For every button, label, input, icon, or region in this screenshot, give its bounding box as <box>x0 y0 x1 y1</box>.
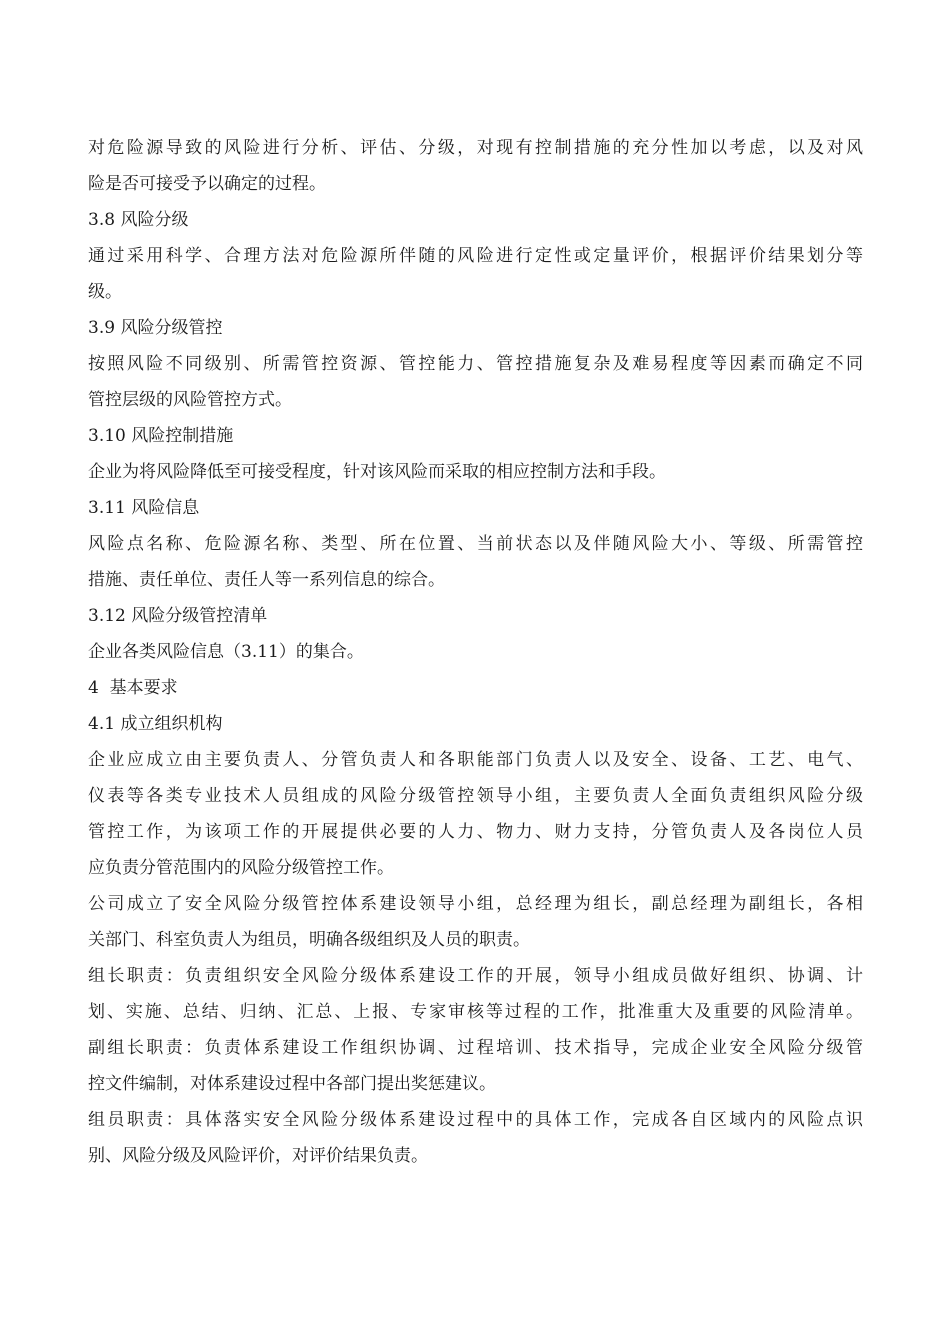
body-line: 按照风险不同级别、所需管控资源、管控能力、管控措施复杂及难易程度等因素而确定不同 <box>88 354 863 374</box>
section-heading-4: 4 基本要求 <box>88 678 178 698</box>
body-line: 管控工作，为该项工作的开展提供必要的人力、物力、财力支持，分管负责人及各岗位人员 <box>88 822 863 842</box>
section-heading-3-10: 3.10 风险控制措施 <box>88 426 234 446</box>
body-line: 公司成立了安全风险分级管控体系建设领导小组，总经理为组长，副总经理为副组长，各相 <box>88 894 863 914</box>
body-line: 通过采用科学、合理方法对危险源所伴随的风险进行定性或定量评价，根据评价结果划分等 <box>88 246 863 266</box>
body-line: 仪表等各类专业技术人员组成的风险分级管控领导小组，主要负责人全面负责组织风险分级 <box>88 786 863 806</box>
body-line: 组员职责：具体落实安全风险分级体系建设过程中的具体工作，完成各自区域内的风险点识 <box>88 1110 863 1130</box>
body-line: 企业应成立由主要负责人、分管负责人和各职能部门负责人以及安全、设备、工艺、电气、 <box>88 750 863 770</box>
body-line: 险是否可接受予以确定的过程。 <box>88 174 326 194</box>
body-line: 企业各类风险信息（3.11）的集合。 <box>88 642 364 662</box>
body-line: 应负责分管范围内的风险分级管控工作。 <box>88 858 394 878</box>
body-line: 划、实施、总结、归纳、汇总、上报、专家审核等过程的工作，批准重大及重要的风险清单。 <box>88 1002 863 1022</box>
body-line: 管控层级的风险管控方式。 <box>88 390 292 410</box>
body-line: 级。 <box>88 282 122 302</box>
section-heading-3-9: 3.9 风险分级管控 <box>88 318 223 338</box>
body-line: 副组长职责：负责体系建设工作组织协调、过程培训、技术指导，完成企业安全风险分级管 <box>88 1038 863 1058</box>
body-line: 风险点名称、危险源名称、类型、所在位置、当前状态以及伴随风险大小、等级、所需管控 <box>88 534 863 554</box>
section-heading-3-11: 3.11 风险信息 <box>88 498 200 518</box>
section-heading-3-8: 3.8 风险分级 <box>88 210 189 230</box>
body-line: 组长职责：负责组织安全风险分级体系建设工作的开展，领导小组成员做好组织、协调、计 <box>88 966 863 986</box>
body-line: 控文件编制，对体系建设过程中各部门提出奖惩建议。 <box>88 1074 496 1094</box>
section-heading-3-12: 3.12 风险分级管控清单 <box>88 606 268 626</box>
body-line: 措施、责任单位、责任人等一系列信息的综合。 <box>88 570 445 590</box>
document-body <box>88 130 863 1174</box>
body-line: 企业为将风险降低至可接受程度，针对该风险而采取的相应控制方法和手段。 <box>88 462 666 482</box>
body-line: 别、风险分级及风险评价，对评价结果负责。 <box>88 1146 428 1166</box>
body-line: 关部门、科室负责人为组员，明确各级组织及人员的职责。 <box>88 930 530 950</box>
body-line: 对危险源导致的风险进行分析、评估、分级，对现有控制措施的充分性加以考虑，以及对风 <box>88 138 863 158</box>
section-heading-4-1: 4.1 成立组织机构 <box>88 714 223 734</box>
